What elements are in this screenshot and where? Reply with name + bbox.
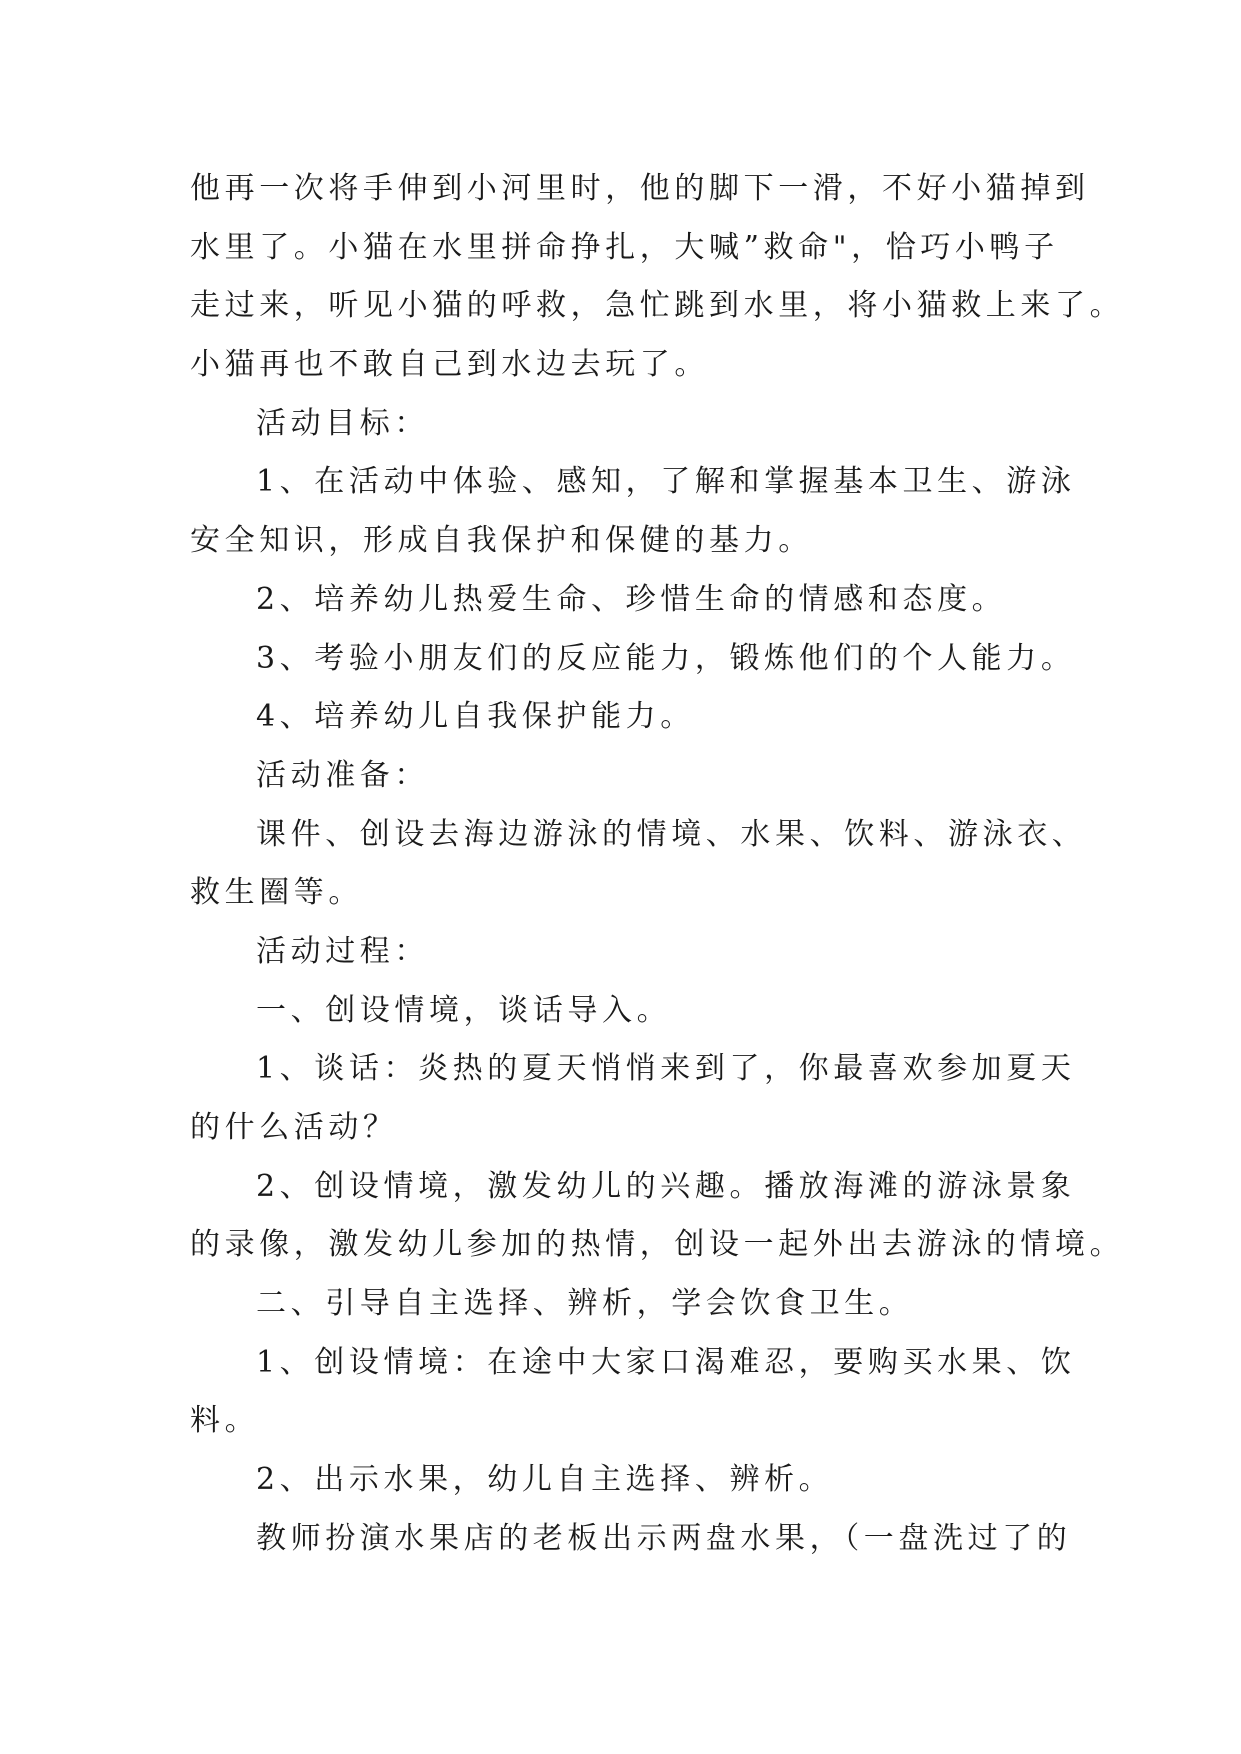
text-line: 2、创设情境，激发幼儿的兴趣。播放海滩的游泳景象 bbox=[256, 1168, 1076, 1204]
text-line: 教师扮演水果店的老板出示两盘水果，（一盘洗过了的 bbox=[256, 1520, 1072, 1556]
text-line: 课件、创设去海边游泳的情境、水果、饮料、游泳衣、 bbox=[256, 816, 1087, 852]
text-line: 救生圈等。 bbox=[190, 875, 363, 911]
text-line: 1、创设情境：在途中大家口渴难忍，要购买水果、饮 bbox=[256, 1344, 1076, 1380]
text-line: 他再一次将手伸到小河里时，他的脚下一滑，不好小猫掉到 bbox=[190, 171, 1090, 206]
section-heading-preparation: 活动准备： bbox=[256, 757, 429, 793]
text-line: 1、在活动中体验、感知，了解和掌握基本卫生、游泳 bbox=[256, 464, 1076, 500]
section-heading-process: 活动过程： bbox=[256, 933, 429, 969]
text-line: 二、引导自主选择、辨析，学会饮食卫生。 bbox=[256, 1286, 914, 1322]
text-line: 4、培养幼儿自我保护能力。 bbox=[256, 699, 695, 735]
document-body bbox=[190, 160, 1125, 1569]
text-line: 水里了。小猫在水里拼命挣扎，大喊”救命"，恰巧小鸭子 bbox=[190, 229, 1059, 265]
text-line: 的录像，激发幼儿参加的热情，创设一起外出去游泳的情境。 bbox=[190, 1227, 1125, 1263]
text-line: 安全知识，形成自我保护和保健的基力。 bbox=[190, 523, 813, 559]
text-line: 2、培养幼儿热爱生命、珍惜生命的情感和态度。 bbox=[256, 581, 1007, 617]
text-line: 小猫再也不敢自己到水边去玩了。 bbox=[190, 347, 709, 383]
text-line: 的什么活动？ bbox=[190, 1110, 398, 1145]
text-line: 1、谈话：炎热的夏天悄悄来到了，你最喜欢参加夏天 bbox=[256, 1051, 1076, 1087]
section-heading-goals: 活动目标： bbox=[256, 405, 429, 441]
text-line: 2、出示水果，幼儿自主选择、辨析。 bbox=[256, 1462, 834, 1498]
text-line: 3、考验小朋友们的反应能力，锻炼他们的个人能力。 bbox=[256, 640, 1076, 676]
text-line: 一、创设情境，谈话导入。 bbox=[256, 992, 672, 1028]
text-line: 料。 bbox=[190, 1403, 260, 1439]
text-line: 走过来，听见小猫的呼救，急忙跳到水里，将小猫救上来了。 bbox=[190, 288, 1125, 324]
